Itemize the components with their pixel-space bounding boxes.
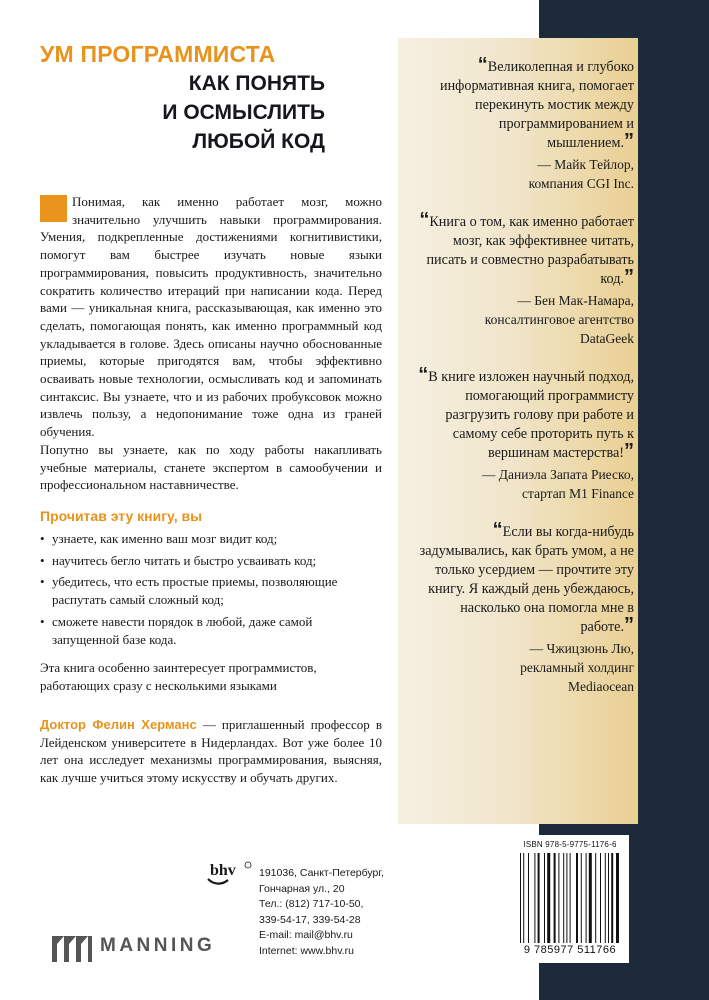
quote xyxy=(412,54,634,193)
quote xyxy=(412,209,634,348)
intro-text xyxy=(40,193,382,494)
quote xyxy=(412,364,634,503)
close-quote-icon: ” xyxy=(624,130,634,152)
author-bio xyxy=(40,716,382,787)
email-line: E-mail: mail@bhv.ru xyxy=(259,929,353,941)
learn-item: • сможете навести порядок в любой, даже самой запущенной базе кода. xyxy=(40,613,382,648)
close-quote-icon: ” xyxy=(624,266,634,288)
close-quote-icon: ” xyxy=(624,440,634,462)
quote-author: — Чжицзюнь Лю, xyxy=(529,641,634,656)
quote-affiliation: Mediaocean xyxy=(568,679,634,694)
open-quote-icon: “ xyxy=(418,364,429,386)
isbn-label: ISBN 978-5-9775-1176-6 xyxy=(523,840,617,849)
quote-author: — Даниэла Запата Риеско, xyxy=(481,467,634,482)
open-quote-icon: “ xyxy=(477,54,488,76)
quote-affiliation: DataGeek xyxy=(580,331,634,346)
address-line: Гончарная ул., 20 xyxy=(259,882,345,895)
quotes-list xyxy=(412,54,634,716)
learn-item: • научитесь бегло читать и быстро усваивать код; xyxy=(40,552,382,570)
drop-cap xyxy=(40,195,67,222)
quote-source xyxy=(412,639,634,696)
learn-list xyxy=(40,526,382,648)
quote-source xyxy=(412,465,634,503)
phone-line: Тел.: (812) 717-10-50, xyxy=(259,898,364,910)
intro-paragraph-2: Попутно вы узнаете, как по ходу работы накапливать учебные материалы, станете экспертом в самообучении и профессиональном наставничестве. xyxy=(40,441,382,493)
website-line: Internet: www.bhv.ru xyxy=(259,944,354,957)
subtitle-line-2: И ОСМЫСЛИТЬ xyxy=(162,101,325,124)
author-name: Доктор Фелин Херманс xyxy=(40,717,197,732)
barcode-digits: 9 785977 511766 xyxy=(523,944,617,956)
quote-source xyxy=(412,291,634,348)
subtitle-line-3: ЛЮБОЙ КОД xyxy=(192,130,325,153)
learn-item: • убедитесь, что есть простые приемы, позволяющие распутать самый сложный код; xyxy=(40,573,382,608)
quote-source xyxy=(412,155,634,193)
open-quote-icon: “ xyxy=(492,519,503,541)
quote-affiliation: компания CGI Inc. xyxy=(528,176,634,191)
bhv-logo-icon xyxy=(205,855,257,887)
quote xyxy=(412,519,634,696)
learn-item: • узнаете, как именно ваш мозг видит код; xyxy=(40,530,382,548)
publisher-address xyxy=(259,866,384,959)
svg-text:bhv: bhv xyxy=(210,862,236,879)
intro-paragraph-1: Понимая, как именно работает мозг, можно значительно улучшить навыки программирования. Умения, подкрепленные достижениями когнитивистики, помогут вам быстрее изучать новые языки программирования, повысить продуктивность, значительно сократить количество итераций при написании кода. Перед вами — уникальная книга, рассказывающая, как именно это сделать, помогающая понять, как именно программный код укладывается в голове. Здесь описаны научно обоснованные приемы, которые пригодятся вам, чтобы эффективно осваивать новые технологии, осмысливать код и запоминать синтаксис. Вы узнаете, что и из рабочих пробуксовок можно извлечь пользу, а недопонимание тоже одна из граней обучения. xyxy=(40,194,382,440)
quote-text: Великолепная и глубоко информативная книга, помогает перекинуть мостик между программированием и мышлением. xyxy=(439,59,634,151)
subtitle-line-1: КАК ПОНЯТЬ xyxy=(188,72,325,95)
open-quote-icon: “ xyxy=(419,209,430,231)
manning-mark-icon xyxy=(52,930,92,962)
barcode-block xyxy=(511,835,629,963)
quote-text: Если вы когда-нибудь задумывались, как брать умом, а не только усердием — прочтите эту книгу. Я каждый день убеждаюсь, насколько она помогла мне в работе. xyxy=(419,524,634,635)
quote-affiliation: консалтинговое агентство xyxy=(484,312,634,327)
quote-affiliation: рекламный холдинг xyxy=(520,660,634,675)
quote-text: В книге изложен научный подход, помогающий программисту разгрузить голову при работе и самому себе проторить путь к вершинам мастерства! xyxy=(428,369,634,461)
quote-author: — Майк Тейлор, xyxy=(537,157,634,172)
title-block xyxy=(40,40,325,156)
phone-line: 339-54-17, 339-54-28 xyxy=(259,913,361,926)
learn-heading: Прочитав эту книгу, вы xyxy=(40,508,203,524)
author-description: — приглашенный профессор в Лейденском университете в Нидерландах. Вот уже более 10 лет она исследует механизмы программирования, выясняя, как лучше учиться этому искусству и обучать других. xyxy=(40,717,382,786)
quote-text: Книга о том, как именно работает мозг, как эффективнее читать, писать и совместно разрабатывать код. xyxy=(426,214,634,287)
audience-text: Эта книга особенно заинтересует программистов, работающих сразу с несколькими языками xyxy=(40,660,317,693)
quote-affiliation: стартап M1 Finance xyxy=(522,486,634,501)
book-title: УМ ПРОГРАММИСТА xyxy=(40,41,276,67)
manning-logo xyxy=(52,930,215,962)
barcode-icon xyxy=(518,853,622,943)
quote-author: — Бен Мак-Намара, xyxy=(517,293,634,308)
address-line: 191036, Санкт-Петербург, xyxy=(259,867,384,879)
close-quote-icon: ” xyxy=(624,614,634,636)
imprint-name: MANNING xyxy=(100,935,216,956)
